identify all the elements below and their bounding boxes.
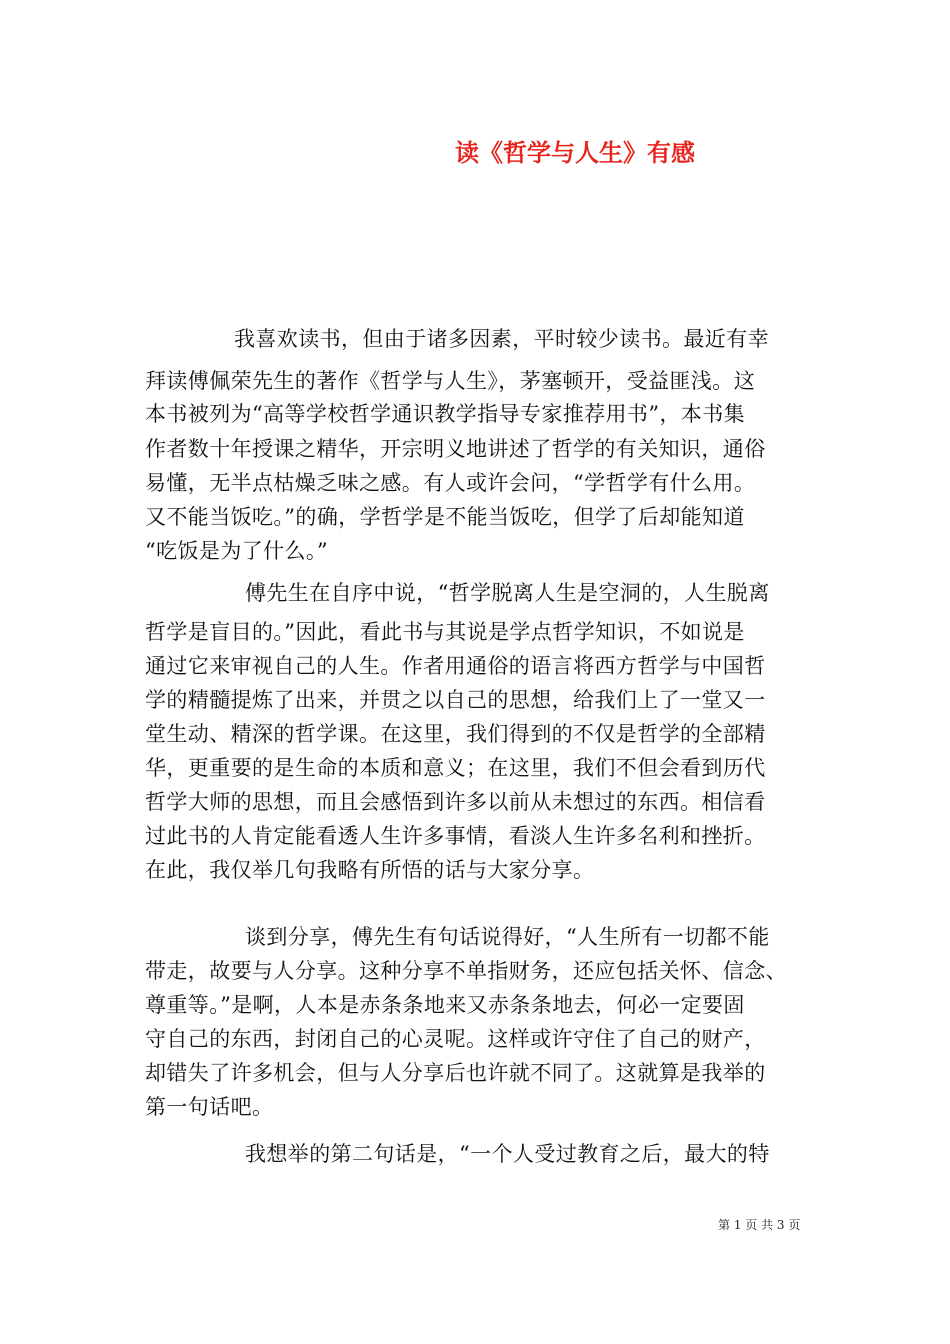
paragraph-line: 易懂，无半点枯燥乏味之感。有人或许会问，“学哲学有什么用。 xyxy=(145,471,756,495)
paragraph-line: 尊重等。”是啊，人本是赤条条地来又赤条条地去，何必一定要固 xyxy=(145,993,745,1017)
paragraph-line: 又不能当饭吃。”的确，学哲学是不能当饭吃，但学了后却能知道 xyxy=(145,505,745,529)
paragraph-line: 带走，故要与人分享。这种分享不单指财务，还应包括关怀、信念、 xyxy=(145,959,787,983)
paragraph-line: 通过它来审视自己的人生。作者用通俗的语言将西方哲学与中国哲 xyxy=(145,654,766,678)
paragraph-line: 谈到分享，傅先生有句话说得好，“人生所有一切都不能 xyxy=(245,925,770,949)
paragraph-line: 拜读傅佩荣先生的著作《哲学与人生》，茅塞顿开，受益匪浅。这 xyxy=(145,369,756,393)
page-number-footer: 第 1 页 共 3 页 xyxy=(718,1218,801,1232)
paragraph-line: 哲学是盲目的。”因此，看此书与其说是学点哲学知识，不如说是 xyxy=(145,620,745,644)
paragraph-line: 本书被列为“高等学校哲学通识教学指导专家推荐用书”，本书集 xyxy=(145,402,746,426)
paragraph-line: 却错失了许多机会，但与人分享后也许就不同了。这就算是我举的 xyxy=(145,1061,766,1085)
paragraph-line: 堂生动、精深的哲学课。在这里，我们得到的不仅是哲学的全部精 xyxy=(145,722,766,746)
paragraph-line: 过此书的人肯定能看透人生许多事情，看淡人生许多名利和挫折。 xyxy=(145,824,766,848)
paragraph-line: 我想举的第二句话是，“一个人受过教育之后，最大的特 xyxy=(245,1142,770,1166)
paragraph-line: 哲学大师的思想，而且会感悟到许多以前从未想过的东西。相信看 xyxy=(145,790,766,814)
paragraph-line: 第一句话吧。 xyxy=(145,1095,274,1119)
paragraph-line: “吃饭是为了什么。” xyxy=(145,539,328,563)
paragraph-line: 作者数十年授课之精华，开宗明义地讲述了哲学的有关知识，通俗 xyxy=(145,437,766,461)
document-title: 读《哲学与人生》有感 xyxy=(455,138,695,167)
paragraph-line: 我喜欢读书，但由于诸多因素，平时较少读书。最近有幸 xyxy=(234,327,769,351)
paragraph-line: 学的精髓提炼了出来，并贯之以自己的思想，给我们上了一堂又一 xyxy=(145,688,766,712)
paragraph-line: 傅先生在自序中说，“哲学脱离人生是空洞的，人生脱离 xyxy=(245,581,770,605)
paragraph-line: 在此，我仅举几句我略有所悟的话与大家分享。 xyxy=(145,858,595,882)
paragraph-line: 华，更重要的是生命的本质和意义；在这里，我们不但会看到历代 xyxy=(145,756,766,780)
paragraph-line: 守自己的东西，封闭自己的心灵呢。这样或许守住了自己的财产， xyxy=(145,1027,766,1051)
